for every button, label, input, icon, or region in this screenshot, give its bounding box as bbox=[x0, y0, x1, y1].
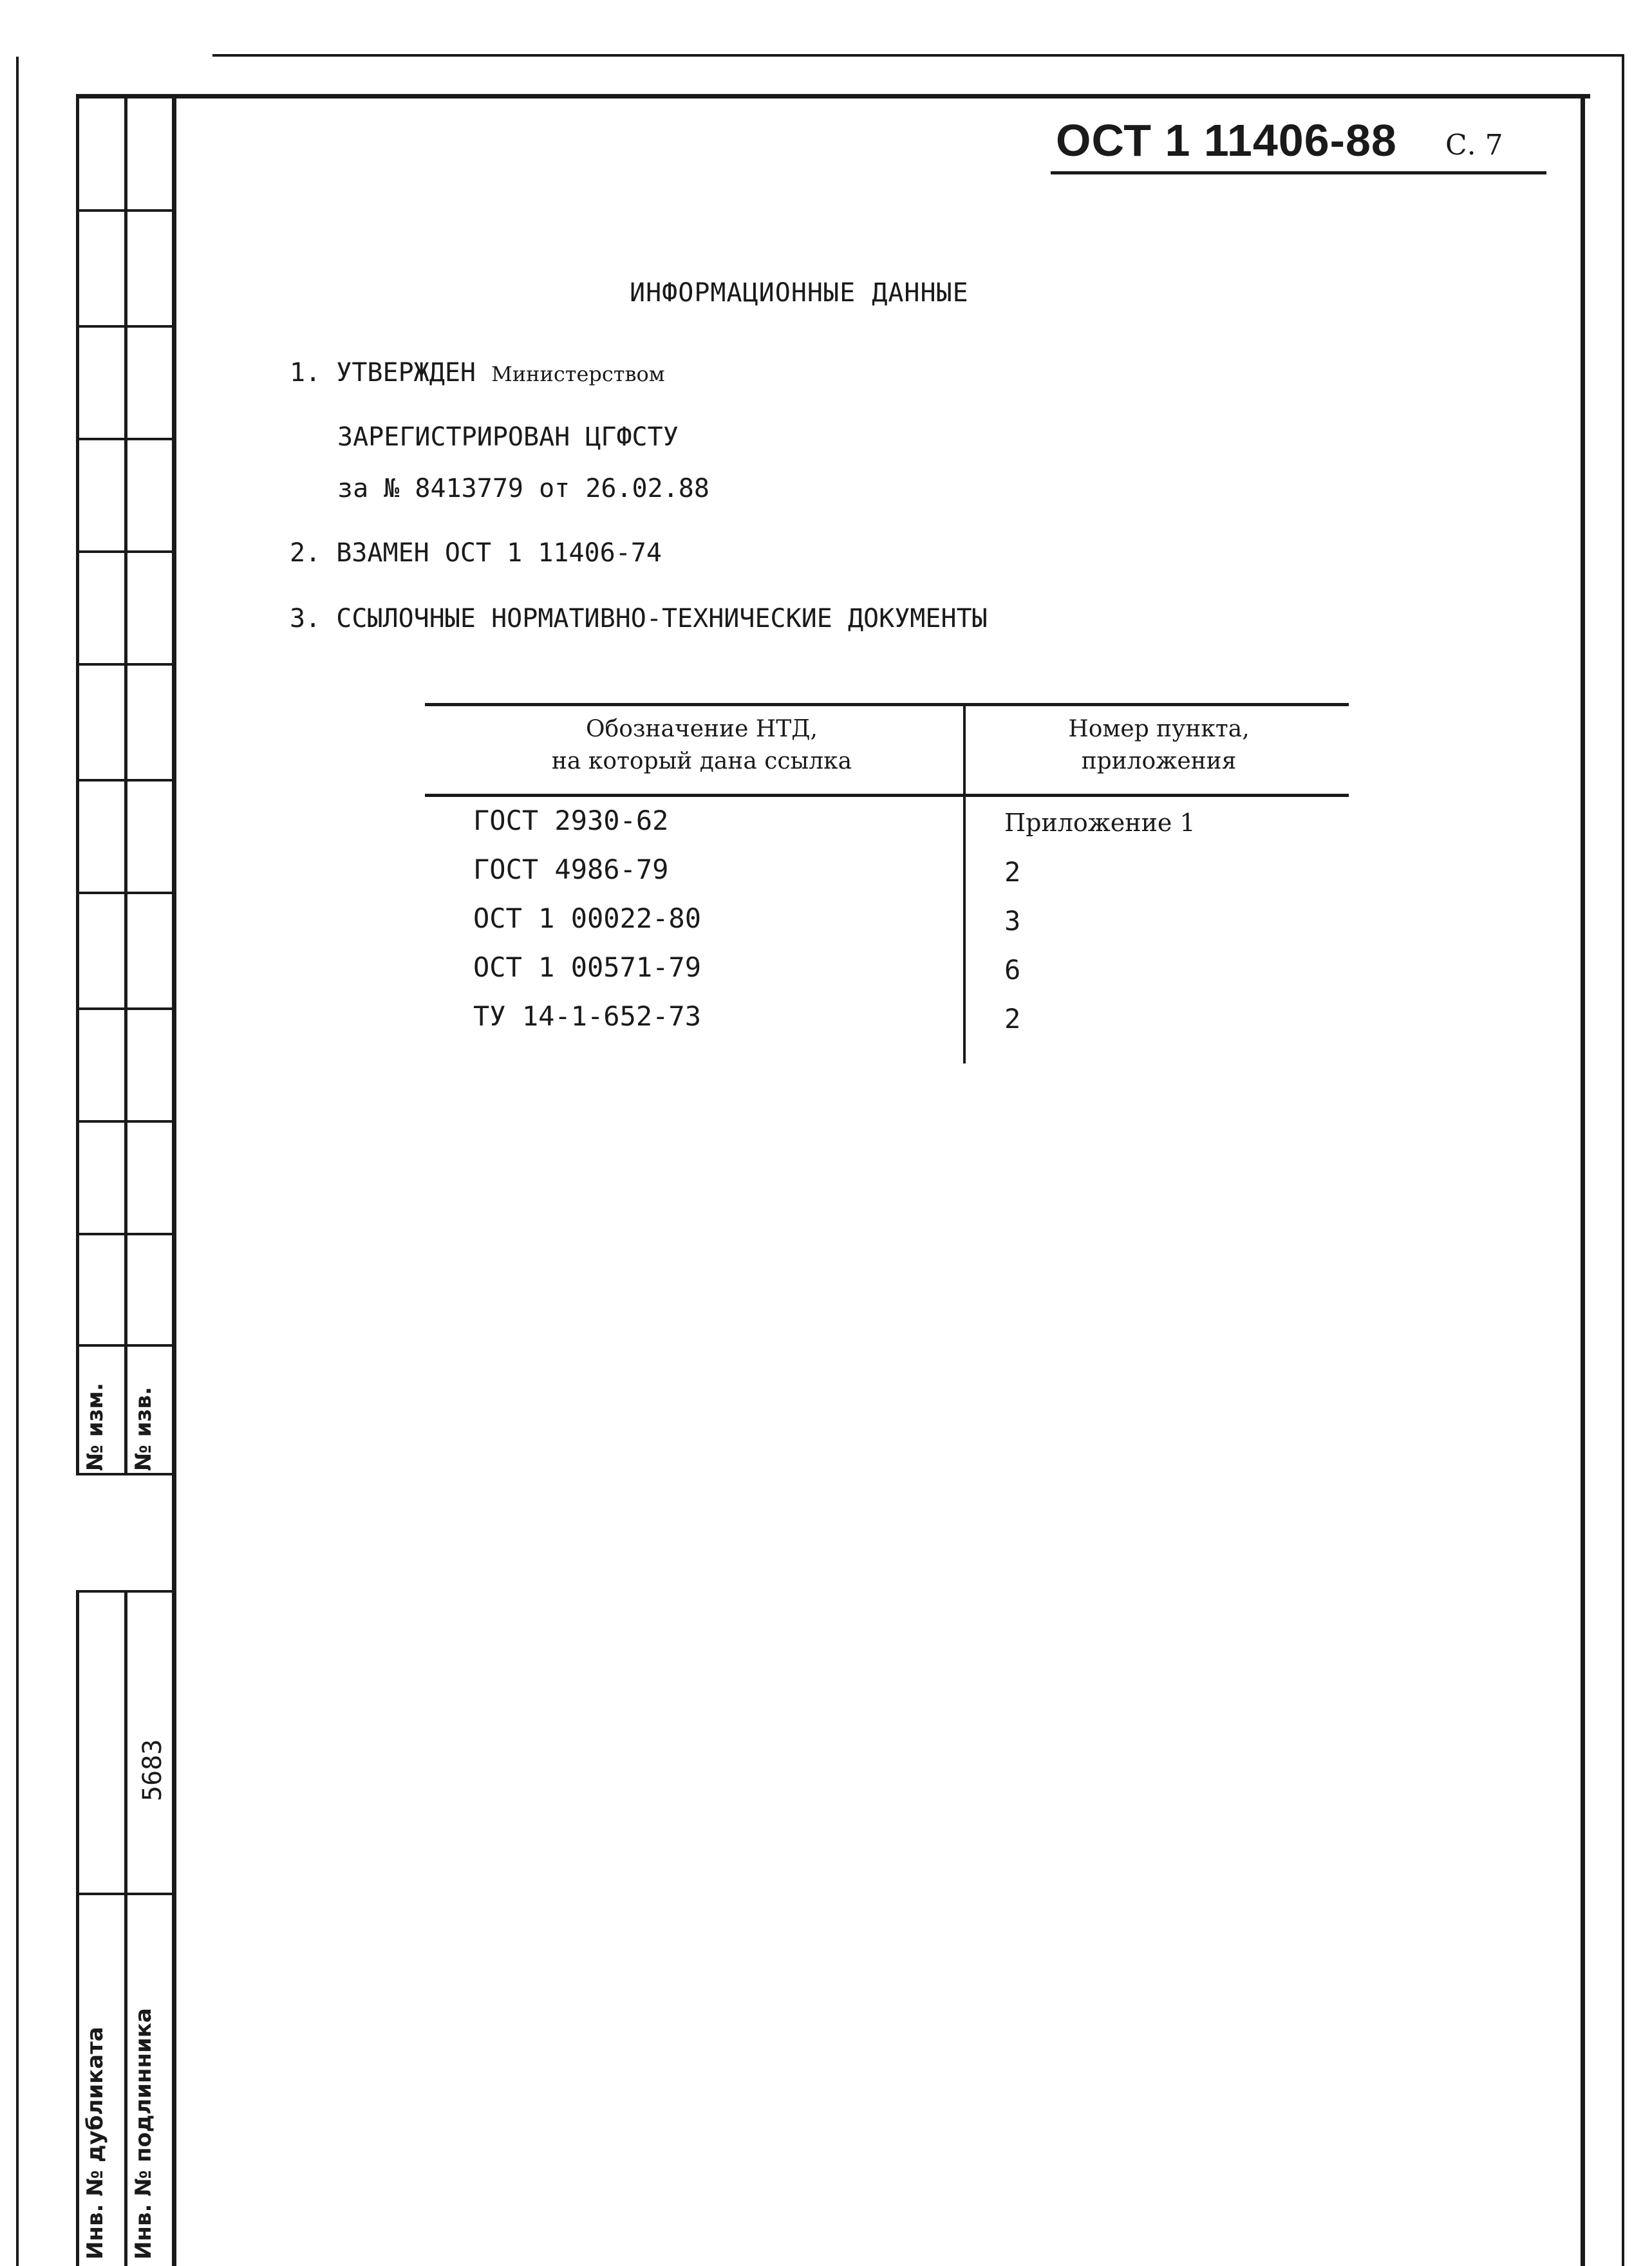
item-approved-rest: Министерством bbox=[491, 362, 665, 386]
registration-number: за № 8413779 от 26.02.88 bbox=[337, 474, 709, 503]
table-header-rule bbox=[425, 794, 1349, 797]
table-header-clause: Номер пункта, приложения bbox=[1068, 716, 1250, 774]
item-registered: ЗАРЕГИСТРИРОВАН ЦГФСТУ bbox=[337, 422, 679, 452]
table-header-designation: Обозначение НТД, на который дана ссылка bbox=[551, 716, 852, 774]
item-replaces: 2. ВЗАМЕН ОСТ 1 11406-74 bbox=[290, 538, 662, 568]
table-cell-clause: Приложение 1 bbox=[1004, 809, 1196, 837]
table-cell-designation: ТУ 14-1-652-73 bbox=[473, 1000, 702, 1032]
table-cell-clause: 2 bbox=[1004, 1003, 1021, 1035]
inv-original-label: Инв. № подлинника bbox=[131, 2008, 156, 2260]
table-cell-designation: ОСТ 1 00571-79 bbox=[473, 951, 702, 983]
item-approved-prefix: 1. УТВЕРЖДЕН bbox=[290, 358, 476, 388]
frame-right-border bbox=[1581, 94, 1585, 2266]
section-title: ИНФОРМАЦИОННЫЕ ДАННЫЕ bbox=[630, 278, 969, 308]
table-cell-designation: ГОСТ 4986-79 bbox=[473, 854, 669, 885]
change-number-label: № изм. bbox=[82, 1382, 108, 1471]
table-cell-designation: ОСТ 1 00022-80 bbox=[473, 903, 702, 934]
notice-number-label: № изв. bbox=[131, 1387, 156, 1471]
frame-outer-right-border bbox=[1622, 54, 1624, 2266]
page-number: С. 7 bbox=[1445, 129, 1503, 162]
item-reference-docs: 3. ССЫЛОЧНЫЕ НОРМАТИВНО-ТЕХНИЧЕСКИЕ ДОКУМЕНТЫ bbox=[290, 604, 988, 633]
table-cell-clause: 6 bbox=[1004, 954, 1021, 986]
inv-duplicate-value: 5683 bbox=[138, 1739, 167, 1801]
document-code: ОСТ 1 11406-88 bbox=[1056, 115, 1397, 165]
table-cell-designation: ГОСТ 2930-62 bbox=[473, 805, 669, 836]
table-cell-clause: 2 bbox=[1004, 856, 1021, 888]
table-column-divider bbox=[963, 703, 966, 1063]
page-left-edge bbox=[16, 57, 19, 2266]
frame-top-border bbox=[212, 54, 1622, 57]
item-approved bbox=[290, 358, 665, 388]
table-cell-clause: 3 bbox=[1004, 905, 1021, 937]
header-underline bbox=[1051, 171, 1546, 174]
frame-inner-top-border bbox=[76, 94, 1590, 98]
table-top-rule bbox=[425, 703, 1349, 706]
inv-duplicate-label: Инв. № дубликата bbox=[82, 2027, 108, 2260]
